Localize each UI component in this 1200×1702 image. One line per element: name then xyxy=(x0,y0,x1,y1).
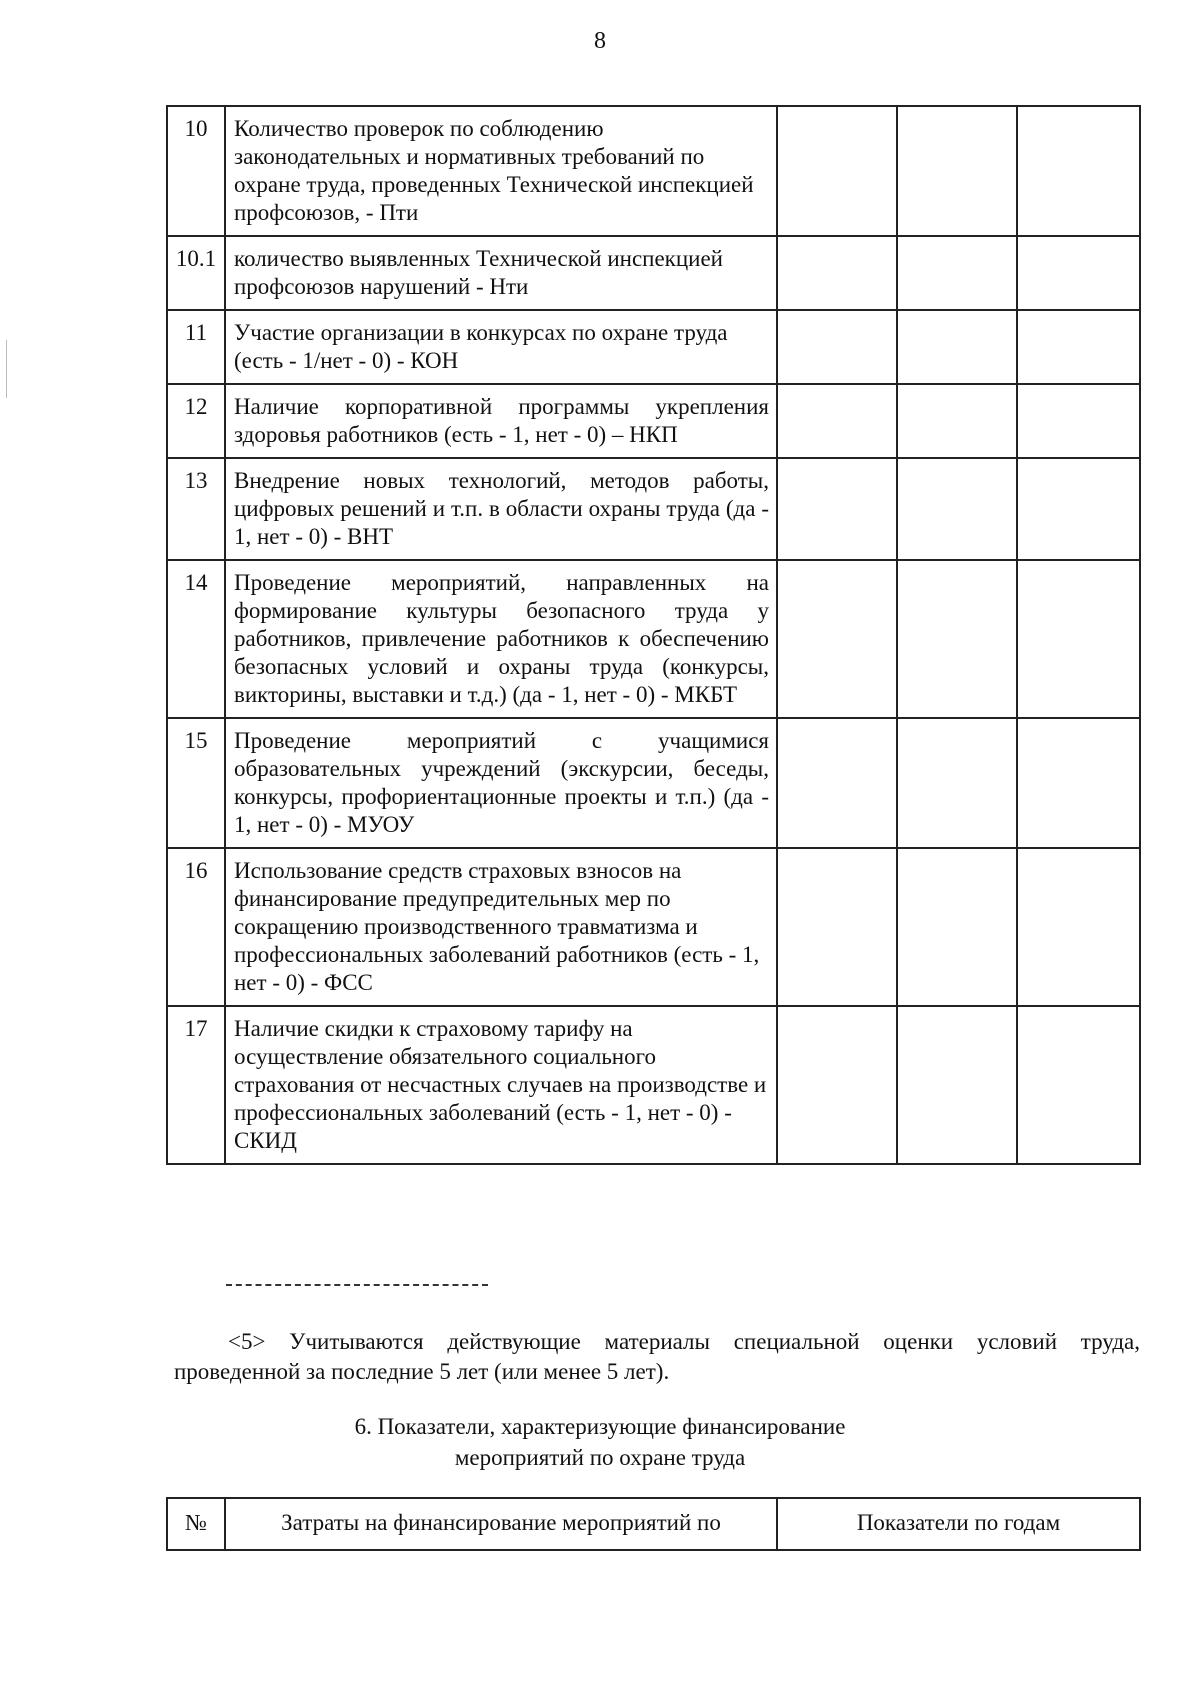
financing-table xyxy=(166,1497,1141,1551)
value-cell xyxy=(777,1006,897,1164)
value-cell xyxy=(1017,458,1140,560)
value-cell xyxy=(777,236,897,310)
value-cell xyxy=(1017,848,1140,1006)
row-number: 15 xyxy=(167,718,225,848)
value-cell xyxy=(777,458,897,560)
value-cell xyxy=(777,310,897,384)
section-6-title xyxy=(0,1411,1200,1473)
header-by-years: Показатели по годам xyxy=(777,1498,1140,1550)
row-description: Внедрение новых технологий, методов работы, цифровых решений и т.п. в области охраны труда (да - 1, нет - 0) - ВНТ xyxy=(225,458,777,560)
value-cell xyxy=(897,560,1017,718)
value-cell xyxy=(897,236,1017,310)
table-row xyxy=(167,560,1140,718)
row-number: 11 xyxy=(167,310,225,384)
value-cell xyxy=(1017,1006,1140,1164)
value-cell xyxy=(897,384,1017,458)
indicators-table xyxy=(166,105,1141,1165)
value-cell xyxy=(897,718,1017,848)
table-row xyxy=(167,106,1140,236)
row-number: 12 xyxy=(167,384,225,458)
table-row xyxy=(167,384,1140,458)
header-num: № xyxy=(167,1498,225,1550)
value-cell xyxy=(777,848,897,1006)
row-description: Проведение мероприятий с учащимися образовательных учреждений (экскурсии, беседы, конкурсы, профориентационные проекты и т.п.) (да - 1, нет - 0) - МУОУ xyxy=(225,718,777,848)
row-description: Проведение мероприятий, направленных на формирование культуры безопасного труда у работников, привлечение работников к обеспечению безопасных условий и охраны труда (конкурсы, викторины, выставки и т.д.) (да - 1, нет - 0) - МКБТ xyxy=(225,560,777,718)
row-number: 16 xyxy=(167,848,225,1006)
row-number: 17 xyxy=(167,1006,225,1164)
row-description: количество выявленных Технической инспекцией профсоюзов нарушений - Нти xyxy=(225,236,777,310)
page-number: 8 xyxy=(594,28,606,54)
row-description: Наличие скидки к страховому тарифу на осуществление обязательного социального страхования от несчастных случаев на производстве и профессиональных заболеваний (есть - 1, нет - 0) - СКИД xyxy=(225,1006,777,1164)
value-cell xyxy=(777,106,897,236)
table-row xyxy=(167,236,1140,310)
value-cell xyxy=(777,384,897,458)
value-cell xyxy=(1017,560,1140,718)
footnote-separator xyxy=(226,1284,488,1286)
row-description: Количество проверок по соблюдению законодательных и нормативных требований по охране труда, проведенных Технической инспекцией профсоюзов, - Пти xyxy=(225,106,777,236)
value-cell xyxy=(897,848,1017,1006)
financing-table-header-row xyxy=(167,1498,1140,1550)
value-cell xyxy=(1017,310,1140,384)
table-row xyxy=(167,718,1140,848)
row-description: Использование средств страховых взносов на финансирование предупредительных мер по сокращению производственного травматизма и профессиональных заболеваний работников (есть - 1, нет - 0) - ФСС xyxy=(225,848,777,1006)
value-cell xyxy=(1017,718,1140,848)
value-cell xyxy=(897,310,1017,384)
section-6-title-line-2: мероприятий по охране труда xyxy=(454,1445,746,1470)
value-cell xyxy=(897,458,1017,560)
value-cell xyxy=(1017,106,1140,236)
row-description: Участие организации в конкурсах по охране труда (есть - 1/нет - 0) - КОН xyxy=(225,310,777,384)
row-number: 14 xyxy=(167,560,225,718)
value-cell xyxy=(1017,384,1140,458)
header-costs: Затраты на финансирование мероприятий по xyxy=(225,1498,777,1550)
row-number: 10 xyxy=(167,106,225,236)
row-number: 10.1 xyxy=(167,236,225,310)
table-row xyxy=(167,458,1140,560)
value-cell xyxy=(777,560,897,718)
section-6-title-line-1: 6. Показатели, характеризующие финансирование xyxy=(354,1414,846,1439)
row-description: Наличие корпоративной программы укрепления здоровья работников (есть - 1, нет - 0) – НКП xyxy=(225,384,777,458)
indicators-table-body xyxy=(167,106,1140,1164)
row-number: 13 xyxy=(167,458,225,560)
footnote-5: <5> Учитываются действующие материалы специальной оценки условий труда, проведенной за последние 5 лет (или менее 5 лет). xyxy=(174,1329,1140,1384)
value-cell xyxy=(897,106,1017,236)
value-cell xyxy=(777,718,897,848)
value-cell xyxy=(897,1006,1017,1164)
value-cell xyxy=(1017,236,1140,310)
scan-artifact xyxy=(6,340,7,398)
table-row xyxy=(167,848,1140,1006)
table-row xyxy=(167,310,1140,384)
table-row xyxy=(167,1006,1140,1164)
